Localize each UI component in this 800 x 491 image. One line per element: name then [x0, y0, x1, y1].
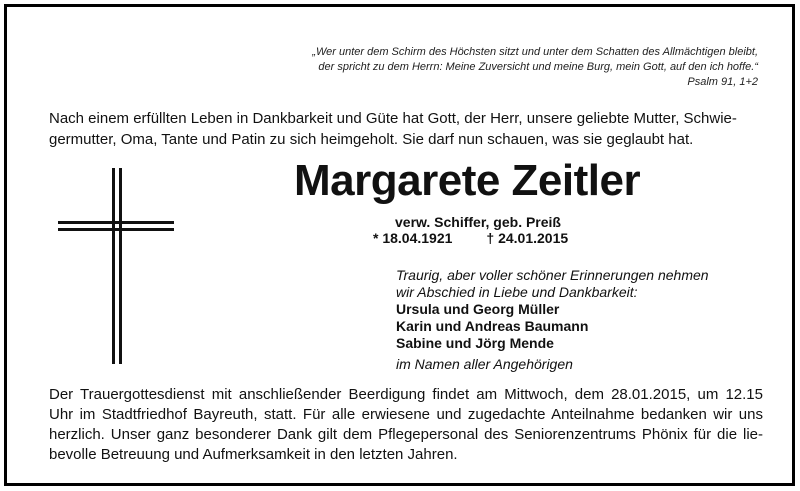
death-date: † 24.01.2015	[486, 230, 569, 246]
cross-horizontal-bar	[58, 228, 174, 231]
obituary-notice	[4, 4, 795, 486]
mourner-family: Ursula und Georg Müller	[396, 301, 560, 317]
cross-icon	[58, 168, 174, 368]
psalm-line: der spricht zu dem Herrn: Meine Zuversicht und meine Burg, mein Gott, auf den ich hoffe.“	[318, 61, 758, 73]
cross-horizontal-bar	[58, 221, 174, 224]
deceased-subtitle: verw. Schiffer, geb. Preiß	[395, 214, 561, 230]
intro-text	[49, 108, 759, 150]
mourner-family: Sabine und Jörg Mende	[396, 335, 554, 351]
life-dates	[373, 229, 568, 247]
service-line: bevolle Betreuung und Aufmerksamkeit in den letzten Jahren.	[49, 446, 458, 463]
intro-line: Nach einem erfüllten Leben in Dankbarkeit und Güte hat Gott, der Herr, unsere geliebte Mutter, Schwie-	[49, 110, 737, 127]
mourners-closing: im Namen aller Angehörigen	[396, 356, 573, 372]
service-line: Der Trauergottesdienst mit anschließender Beerdigung findet am Mittwoch, dem 28.01.2015, um 12.15	[49, 386, 763, 403]
cross-vertical-bar	[119, 168, 122, 364]
mourner-family: Karin und Andreas Baumann	[396, 318, 589, 334]
cross-vertical-bar	[112, 168, 115, 364]
mourners-intro-line: Traurig, aber voller schöner Erinnerungen nehmen	[396, 267, 709, 283]
psalm-line: „Wer unter dem Schirm des Höchsten sitzt und unter dem Schatten des Allmächtigen bleibt,	[312, 46, 758, 58]
psalm-reference: Psalm 91, 1+2	[687, 76, 758, 88]
birth-date: * 18.04.1921	[373, 230, 453, 246]
deceased-name: Margarete Zeitler	[294, 156, 641, 205]
service-line: herzlich. Unser ganz besonderer Dank gilt dem Pflegepersonal des Seniorenzentrums Phönix für die lie-	[49, 426, 763, 443]
mourners-intro-line: wir Abschied in Liebe und Dankbarkeit:	[396, 284, 638, 300]
service-line: Uhr im Stadtfriedhof Bayreuth, statt. Für alle erwiesene und zugedachte Anteilnahme bedanken wir uns	[49, 406, 763, 423]
mourners-block	[396, 267, 709, 373]
psalm-quote	[312, 45, 758, 90]
service-text	[49, 385, 763, 465]
intro-line: germutter, Oma, Tante und Patin zu sich heimgeholt. Sie darf nun schauen, was sie geglaubt hat.	[49, 131, 694, 148]
